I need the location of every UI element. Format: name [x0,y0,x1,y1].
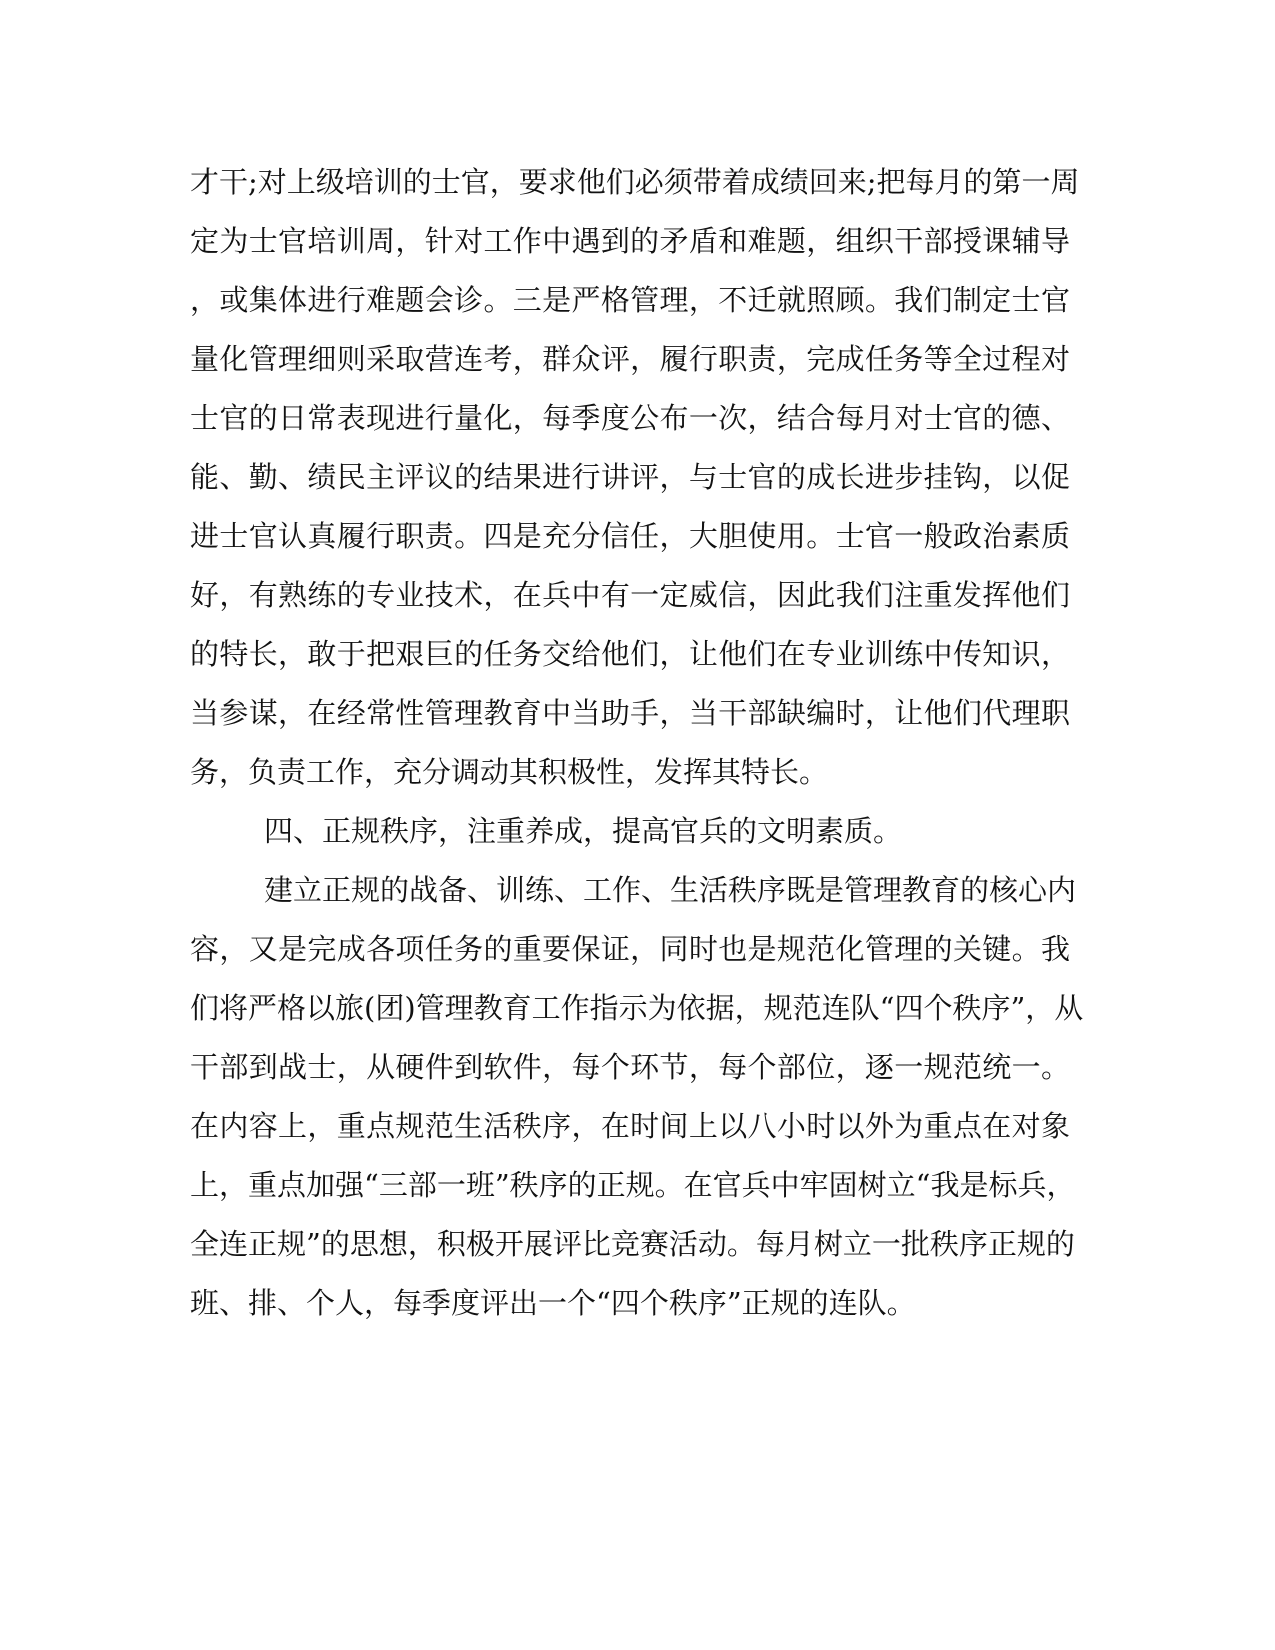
text-line: ，或集体进行难题会诊。三是严格管理，不迁就照顾。我们制定士官 [190,283,1070,317]
text-line: 建立正规的战备、训练、工作、生活秩序既是管理教育的核心内 [264,873,1077,907]
text-line: 全连正规”的思想，积极开展评比竞赛活动。每月树立一批秩序正规的 [190,1227,1075,1261]
text-line: 能、勤、绩民主评议的结果进行讲评，与士官的成长进步挂钩，以促 [190,460,1070,494]
text-line: 士官的日常表现进行量化，每季度公布一次，结合每月对士官的德、 [190,401,1070,435]
text-line: 在内容上，重点规范生活秩序，在时间上以八小时以外为重点在对象 [190,1109,1070,1143]
text-line: 的特长，敢于把艰巨的任务交给他们，让他们在专业训练中传知识， [190,637,1070,671]
text-line: 量化管理细则采取营连考，群众评，履行职责，完成任务等全过程对 [190,342,1070,376]
text-line: 容，又是完成各项任务的重要保证，同时也是规范化管理的关键。我 [190,932,1070,966]
text-line: 才干;对上级培训的士官，要求他们必须带着成绩回来;把每月的第一周 [190,165,1080,199]
text-line: 进士官认真履行职责。四是充分信任，大胆使用。士官一般政治素质 [190,519,1070,553]
text-line: 们将严格以旅(团)管理教育工作指示为依据，规范连队“四个秩序”，从 [190,991,1084,1025]
section-heading: 四、正规秩序，注重养成，提高官兵的文明素质。 [264,814,903,848]
text-line: 干部到战士，从硬件到软件，每个环节，每个部位，逐一规范统一。 [190,1050,1070,1084]
text-line: 班、排、个人，每季度评出一个“四个秩序”正规的连队。 [190,1286,916,1320]
text-line: 定为士官培训周，针对工作中遇到的矛盾和难题，组织干部授课辅导 [190,224,1070,258]
text-line: 务，负责工作，充分调动其积极性，发挥其特长。 [190,755,829,789]
text-line: 好，有熟练的专业技术，在兵中有一定威信，因此我们注重发挥他们 [190,578,1070,612]
text-line: 上，重点加强“三部一班”秩序的正规。在官兵中牢固树立“我是标兵， [190,1168,1076,1202]
text-line: 当参谋，在经常性管理教育中当助手，当干部缺编时，让他们代理职 [190,696,1070,730]
